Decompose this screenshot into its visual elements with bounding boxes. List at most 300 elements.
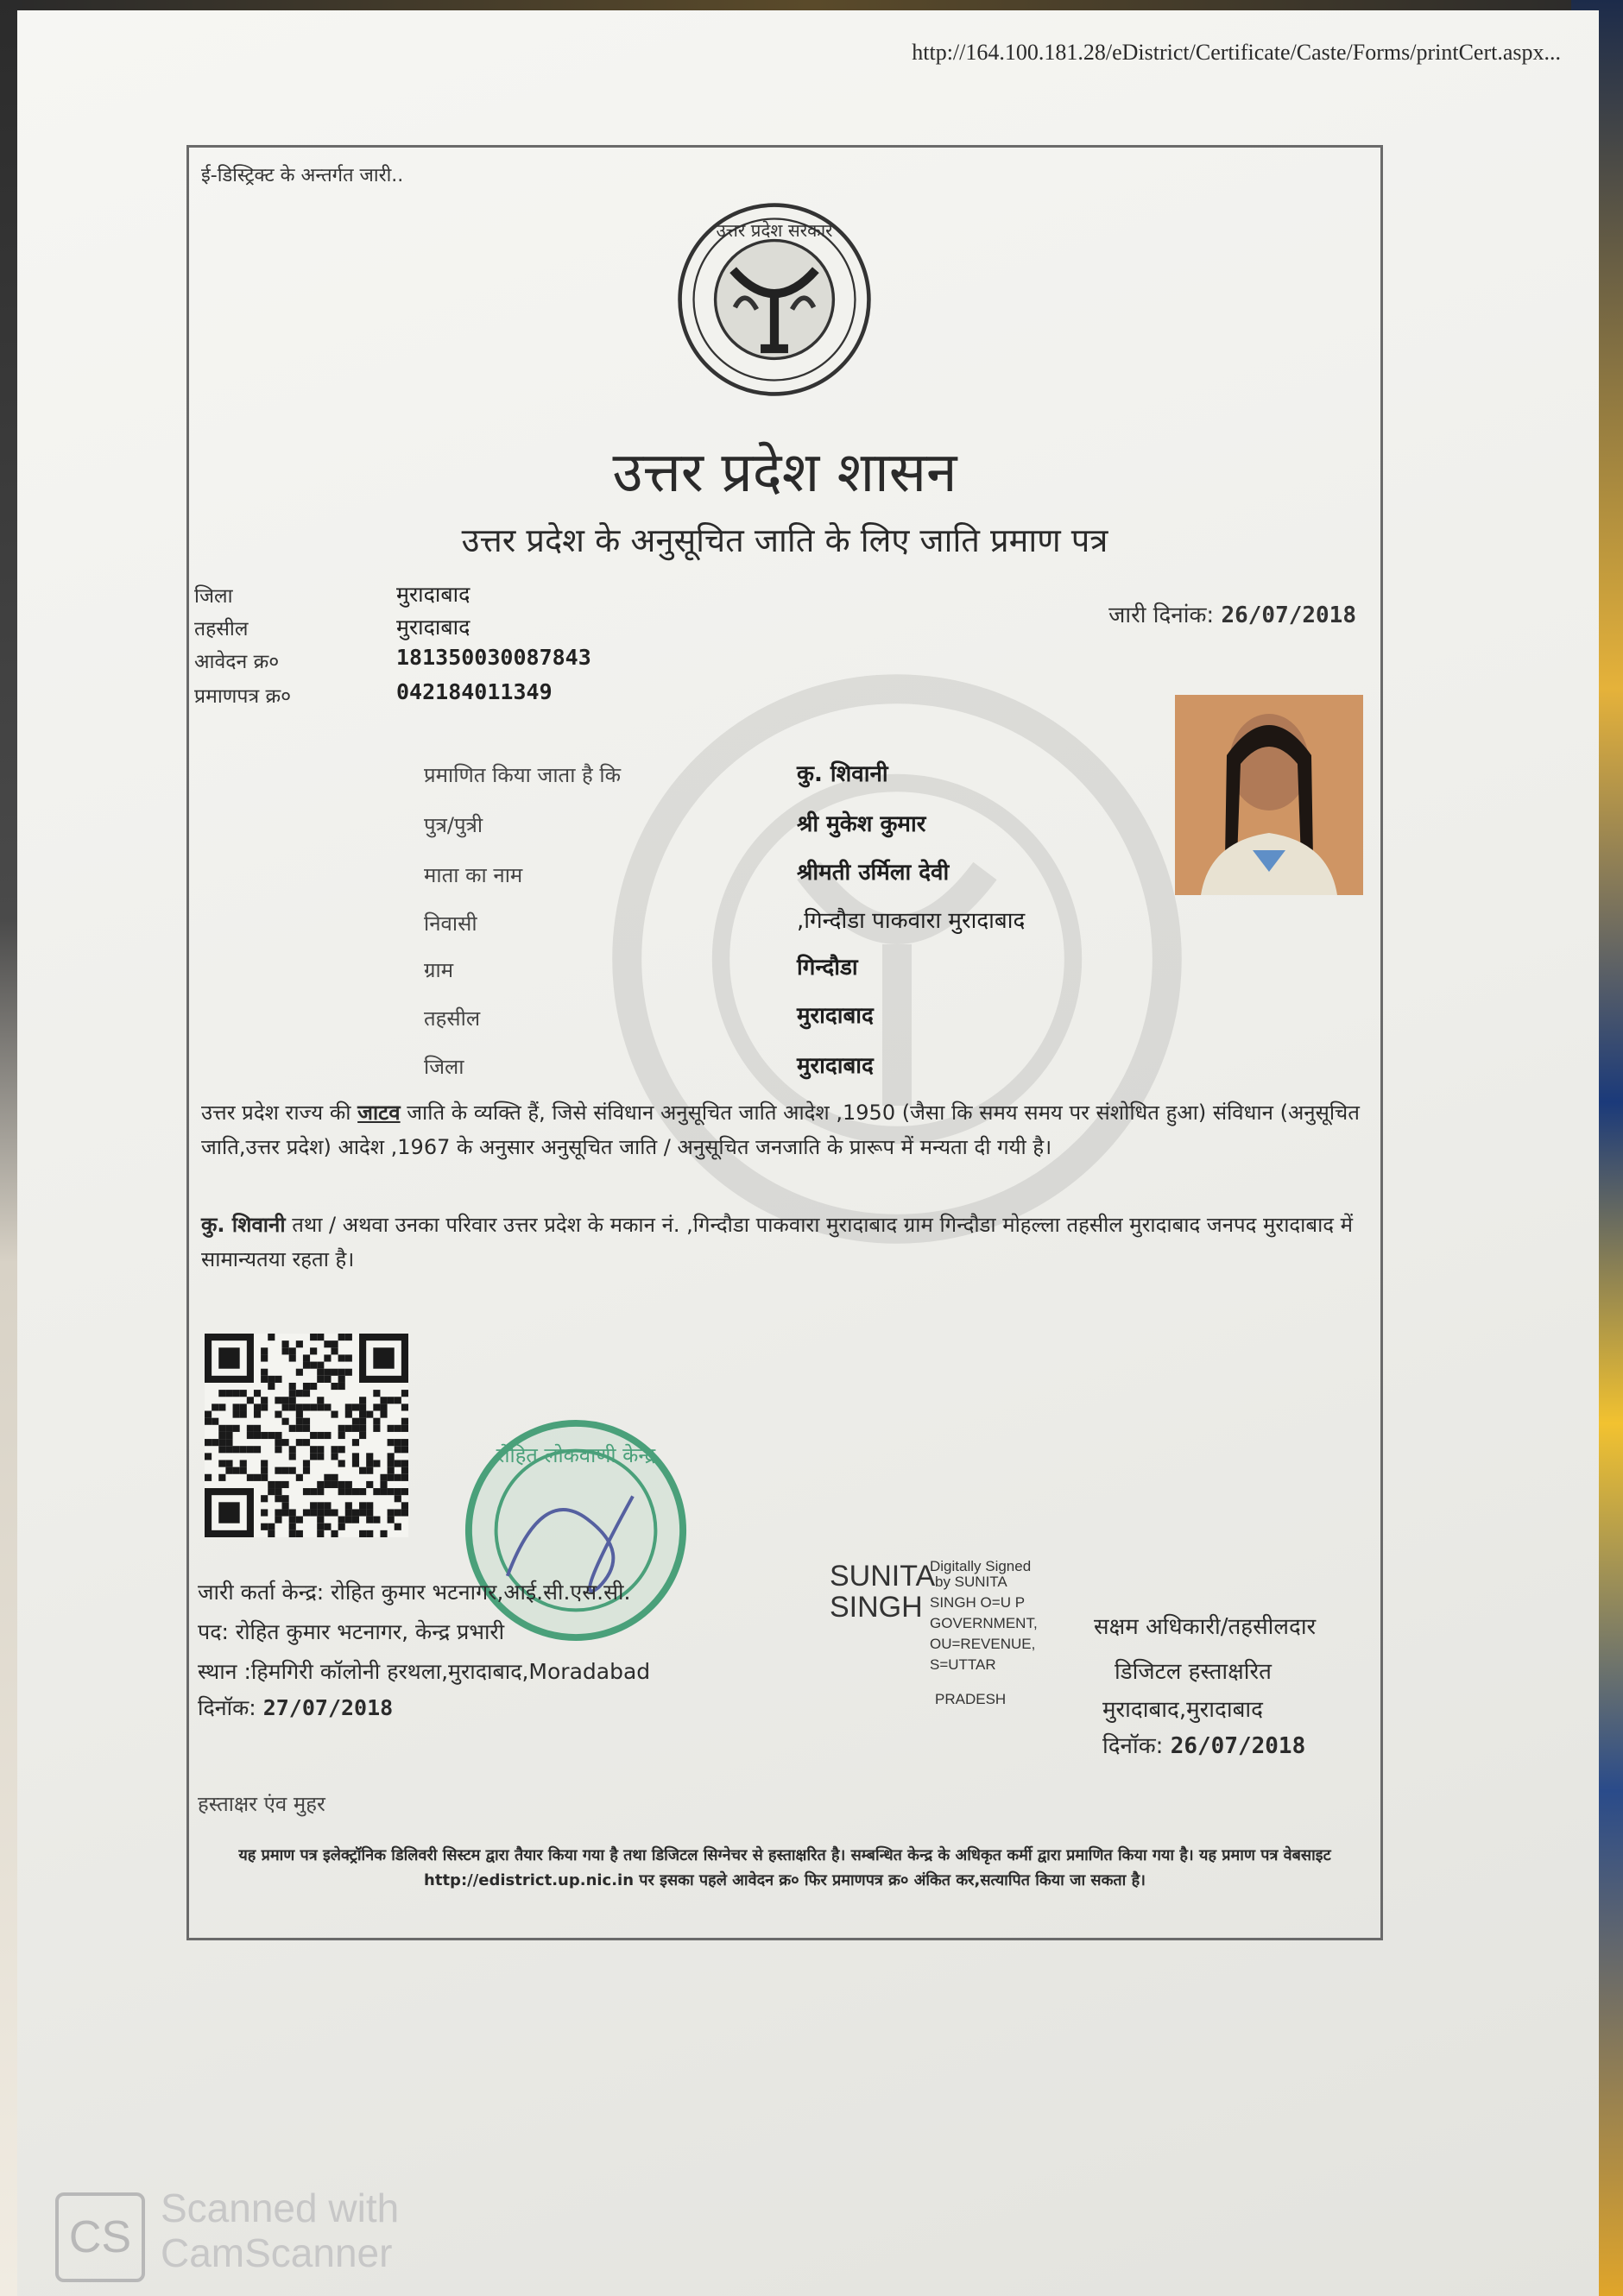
qr-module <box>366 1517 373 1523</box>
caste-name: जाटव <box>357 1101 401 1125</box>
qr-module <box>366 1481 373 1488</box>
qr-module <box>373 1403 380 1410</box>
qr-module <box>218 1460 225 1467</box>
qr-module <box>331 1340 338 1347</box>
qr-module <box>247 1446 254 1453</box>
qr-module <box>352 1460 359 1467</box>
qr-module <box>345 1425 352 1432</box>
qr-module <box>338 1432 345 1439</box>
qr-module <box>268 1334 275 1340</box>
qr-module <box>373 1425 380 1432</box>
qr-module <box>366 1411 373 1418</box>
caste-statement-prefix: उत्तर प्रदेश राज्य की <box>201 1101 351 1125</box>
certificate-sheet <box>17 10 1599 2296</box>
qr-module <box>310 1453 317 1460</box>
qr-module <box>395 1439 401 1446</box>
qr-module <box>317 1453 324 1460</box>
qr-module <box>338 1446 345 1453</box>
qr-module <box>275 1432 281 1439</box>
row-value-resident: ,गिन्दौडा पाकवारा मुरादाबाद <box>797 908 1026 934</box>
qr-module <box>352 1509 359 1516</box>
qr-module <box>282 1403 289 1410</box>
qr-module <box>317 1432 324 1439</box>
qr-module <box>282 1340 289 1347</box>
qr-module <box>331 1453 338 1460</box>
qr-module <box>366 1502 373 1509</box>
officer-title: सक्षम अधिकारी/तहसीलदार <box>1094 1614 1317 1640</box>
qr-module <box>296 1517 303 1523</box>
camscanner-logo-icon: CS <box>55 2192 145 2282</box>
qr-module <box>352 1439 359 1446</box>
qr-module <box>331 1509 338 1516</box>
qr-module <box>275 1411 281 1418</box>
qr-module <box>205 1418 212 1425</box>
qr-module <box>401 1460 408 1467</box>
qr-module <box>345 1334 352 1340</box>
meta-value-district: मुरादाबाद <box>396 582 470 607</box>
qr-module <box>366 1509 373 1516</box>
qr-module <box>395 1509 401 1516</box>
qr-module <box>247 1474 254 1481</box>
qr-module <box>401 1418 408 1425</box>
qr-module <box>310 1432 317 1439</box>
qr-module <box>282 1347 289 1354</box>
qr-module <box>338 1517 345 1523</box>
caste-statement <box>201 1095 1367 1164</box>
qr-module <box>233 1411 240 1418</box>
qr-module <box>338 1460 345 1467</box>
qr-module <box>395 1446 401 1453</box>
qr-module <box>395 1488 401 1495</box>
qr-module <box>261 1509 268 1516</box>
qr-module <box>303 1439 310 1446</box>
qr-module <box>275 1481 281 1488</box>
qr-module <box>303 1509 310 1516</box>
government-heading: उत्तर प्रदेश शासन <box>612 441 957 505</box>
qr-module <box>338 1488 345 1495</box>
stamp-text: रोहित लोकवाणी केन्द्र <box>496 1442 656 1467</box>
qr-module <box>275 1397 281 1403</box>
qr-module <box>352 1488 359 1495</box>
qr-module <box>268 1523 275 1530</box>
qr-module <box>359 1425 366 1432</box>
qr-module <box>225 1460 232 1467</box>
qr-module <box>324 1432 331 1439</box>
qr-module <box>359 1418 366 1425</box>
qr-module <box>261 1403 268 1410</box>
qr-module <box>310 1488 317 1495</box>
qr-module <box>331 1411 338 1418</box>
qr-module <box>373 1460 380 1467</box>
caste-statement-text: जाति के व्यक्ति हैं, जिसे संविधान अनुसूचित जाति आदेश ,1950 (जैसा कि समय समय पर संशोधित हुआ) संविधान (अनुसूचित जाति,उत्तर प्रदेश) आदेश ,1967 के अनुसार अनुसूचित जाति / अनुसूचित जनजाति के प्रारूप में मन्यता दी गयी है। <box>201 1101 1360 1159</box>
qr-module <box>317 1397 324 1403</box>
dsig-line-6: S=UTTAR <box>930 1656 996 1673</box>
qr-module <box>275 1439 281 1446</box>
qr-module <box>359 1397 366 1403</box>
qr-module <box>296 1411 303 1418</box>
qr-module <box>303 1390 310 1397</box>
qr-module <box>225 1467 232 1474</box>
camscanner-line2: CamScanner <box>161 2230 393 2275</box>
qr-module <box>317 1517 324 1523</box>
qr-module <box>359 1467 366 1474</box>
qr-module <box>380 1530 387 1537</box>
qr-module <box>218 1390 225 1397</box>
issuer-date-value: 27/07/2018 <box>262 1695 394 1720</box>
qr-module <box>254 1474 261 1481</box>
qr-module <box>401 1390 408 1397</box>
qr-module <box>296 1369 303 1376</box>
qr-module <box>324 1502 331 1509</box>
qr-module <box>317 1369 324 1376</box>
issued-under-label: ई-डिस्ट्रिक्ट के अन्तर्गत जारी.. <box>201 165 404 186</box>
qr-module <box>254 1446 261 1453</box>
officer-place: मुरादाबाद,मुरादाबाद <box>1102 1697 1263 1723</box>
qr-module <box>261 1369 268 1376</box>
qr-module <box>310 1502 317 1509</box>
qr-module <box>324 1369 331 1376</box>
qr-module <box>310 1334 317 1340</box>
qr-module <box>331 1446 338 1453</box>
qr-module <box>205 1453 212 1460</box>
qr-module <box>303 1467 310 1474</box>
qr-module <box>261 1432 268 1439</box>
qr-module <box>261 1474 268 1481</box>
meta-label-tehsil: तहसील <box>194 618 249 640</box>
qr-module <box>254 1432 261 1439</box>
qr-module <box>282 1439 289 1446</box>
qr-module <box>254 1411 261 1418</box>
qr-module <box>261 1347 268 1354</box>
qr-module <box>289 1383 296 1390</box>
qr-module <box>345 1509 352 1516</box>
row-value-village: गिन्दौडा <box>797 955 858 981</box>
qr-module <box>331 1530 338 1537</box>
qr-module <box>268 1530 275 1537</box>
row-value-name: कु. शिवानी <box>797 761 888 787</box>
camscanner-watermark <box>161 2186 399 2275</box>
qr-module <box>240 1403 247 1410</box>
qr-module <box>268 1481 275 1488</box>
qr-module <box>388 1517 395 1523</box>
qr-module <box>225 1432 232 1439</box>
qr-module <box>261 1397 268 1403</box>
qr-code <box>205 1334 408 1537</box>
qr-module <box>225 1439 232 1446</box>
issuer-centre: जारी कर्ता केन्द्र: रोहित कुमार भटनागर,आई.सी.एस.सी. <box>198 1580 631 1605</box>
qr-module <box>261 1467 268 1474</box>
row-value-district: मुरादाबाद <box>797 1053 874 1079</box>
qr-module <box>388 1397 395 1403</box>
qr-module <box>331 1369 338 1376</box>
qr-module <box>240 1446 247 1453</box>
qr-module <box>324 1474 331 1481</box>
qr-module <box>254 1403 261 1410</box>
row-label-tehsil: तहसील <box>424 1006 481 1031</box>
issuer-date <box>198 1693 393 1722</box>
qr-module <box>338 1354 345 1361</box>
qr-module <box>218 1432 225 1439</box>
qr-module <box>282 1481 289 1488</box>
qr-module <box>359 1530 366 1537</box>
qr-module <box>240 1460 247 1467</box>
qr-module <box>275 1488 281 1495</box>
qr-module <box>401 1446 408 1453</box>
qr-module <box>289 1523 296 1530</box>
qr-module <box>268 1383 275 1390</box>
dsig-line-2: by SUNITA <box>935 1574 1007 1590</box>
officer-date-label: दिनॉक: <box>1102 1733 1164 1759</box>
qr-module <box>388 1439 395 1446</box>
qr-module <box>268 1376 275 1383</box>
qr-module <box>247 1425 254 1432</box>
qr-module <box>324 1403 331 1410</box>
qr-module <box>366 1453 373 1460</box>
qr-module <box>345 1488 352 1495</box>
qr-module <box>225 1390 232 1397</box>
dsig-name-line1: SUNITA <box>830 1560 936 1593</box>
qr-module <box>345 1403 352 1410</box>
qr-module <box>366 1460 373 1467</box>
qr-module <box>317 1334 324 1340</box>
qr-module <box>338 1425 345 1432</box>
meta-value-application-no: 181350030087843 <box>396 645 591 670</box>
qr-module <box>218 1403 225 1410</box>
qr-module <box>373 1517 380 1523</box>
qr-module <box>282 1502 289 1509</box>
qr-module <box>338 1383 345 1390</box>
person-photo-icon <box>1175 695 1363 895</box>
qr-module <box>296 1425 303 1432</box>
qr-module <box>380 1488 387 1495</box>
qr-module <box>331 1383 338 1390</box>
qr-module <box>395 1495 401 1502</box>
qr-module <box>282 1509 289 1516</box>
qr-module <box>310 1446 317 1453</box>
meta-label-certificate-no: प्रमाणपत्र क्र० <box>194 685 292 708</box>
qr-module <box>282 1418 289 1425</box>
residence-statement-text: तथा / अथवा उनका परिवार उत्तर प्रदेश के मकान नं. ,गिन्दौडा पाकवारा मुरादाबाद ग्राम गिन्दौडा मोहल्ला तहसील मुरादाबाद जनपद मुरादाबाद में सामान्यतया रहता है। <box>201 1213 1354 1271</box>
qr-module <box>282 1495 289 1502</box>
qr-module <box>261 1354 268 1361</box>
certificate-frame <box>186 145 1383 1940</box>
certificate-title: उत्तर प्रदेश के अनुसूचित जाति के लिए जाति प्रमाण पत्र <box>461 521 1108 559</box>
qr-module <box>240 1467 247 1474</box>
qr-module <box>275 1446 281 1453</box>
qr-module <box>282 1467 289 1474</box>
dsig-line-5: OU=REVENUE, <box>930 1636 1036 1652</box>
qr-module <box>373 1488 380 1495</box>
qr-module <box>254 1390 261 1397</box>
qr-module <box>366 1467 373 1474</box>
qr-module <box>317 1523 324 1530</box>
qr-module <box>380 1474 387 1481</box>
qr-module <box>359 1403 366 1410</box>
qr-module <box>247 1397 254 1403</box>
qr-module <box>303 1354 310 1361</box>
qr-module <box>338 1376 345 1383</box>
qr-module <box>345 1502 352 1509</box>
row-value-father: श्री मुकेश कुमार <box>797 811 926 837</box>
qr-module <box>289 1467 296 1474</box>
row-value-mother: श्रीमती उर्मिला देवी <box>797 860 950 886</box>
residence-statement <box>201 1208 1367 1277</box>
issuer-post: पद: रोहित कुमार भटनागर, केन्द्र प्रभारी <box>198 1619 505 1644</box>
verification-footer: यह प्रमाण पत्र इलेक्ट्रॉनिक डिलिवरी सिस्टम द्वारा तैयार किया गया है तथा डिजिटल सिग्नेचर से हस्ताक्षरित है। सम्बन्धित केन्द्र के अधिकृत कर्मी द्वारा प्रमाणित किया गया है। यह प्रमाण पत्र वेबसाइट http://edistrict.up.nic.in पर इसका पहले आवेदन क्र० फिर प्रमाणपत्र क्र० अंकित कर,सत्यापित किया जा सकता है। <box>238 1846 1331 1889</box>
qr-module <box>388 1425 395 1432</box>
qr-module <box>289 1347 296 1354</box>
qr-module <box>296 1530 303 1537</box>
qr-module <box>324 1509 331 1516</box>
qr-module <box>275 1495 281 1502</box>
qr-module <box>317 1530 324 1537</box>
qr-module <box>324 1523 331 1530</box>
qr-module <box>345 1369 352 1376</box>
camscanner-line1: Scanned with <box>161 2186 400 2230</box>
qr-module <box>345 1411 352 1418</box>
watermark-emblem-icon <box>603 665 1190 1252</box>
qr-module <box>359 1502 366 1509</box>
qr-module <box>317 1446 324 1453</box>
qr-module <box>359 1432 366 1439</box>
qr-module <box>401 1502 408 1509</box>
qr-module <box>275 1509 281 1516</box>
qr-module <box>388 1509 395 1516</box>
qr-module <box>317 1376 324 1383</box>
qr-module <box>289 1390 296 1397</box>
qr-module <box>261 1495 268 1502</box>
qr-module <box>254 1425 261 1432</box>
qr-module <box>317 1502 324 1509</box>
qr-module <box>289 1403 296 1410</box>
qr-module <box>275 1376 281 1383</box>
qr-module <box>388 1474 395 1481</box>
qr-module <box>401 1474 408 1481</box>
officer-date-value: 26/07/2018 <box>1170 1733 1306 1759</box>
qr-module <box>352 1403 359 1410</box>
qr-module <box>268 1488 275 1495</box>
qr-module <box>338 1334 345 1340</box>
issuer-date-label: दिनॉक: <box>198 1695 256 1720</box>
qr-module <box>324 1354 331 1361</box>
qr-module <box>233 1446 240 1453</box>
qr-module <box>331 1474 338 1481</box>
qr-module <box>303 1460 310 1467</box>
qr-module <box>359 1509 366 1516</box>
qr-module <box>395 1474 401 1481</box>
row-label-village: ग्राम <box>424 958 454 982</box>
row-label-resident: निवासी <box>424 911 477 936</box>
row-label-mother: माता का नाम <box>424 863 523 887</box>
qr-module <box>303 1362 310 1369</box>
residence-statement-name: कु. शिवानी <box>201 1213 286 1237</box>
qr-module <box>317 1481 324 1488</box>
qr-module <box>275 1517 281 1523</box>
qr-module <box>366 1530 373 1537</box>
qr-module <box>401 1467 408 1474</box>
qr-module <box>401 1488 408 1495</box>
qr-module <box>345 1481 352 1488</box>
qr-module <box>303 1425 310 1432</box>
qr-module <box>240 1390 247 1397</box>
qr-module <box>303 1488 310 1495</box>
qr-module <box>401 1403 408 1410</box>
qr-module <box>338 1481 345 1488</box>
qr-module <box>310 1362 317 1369</box>
dsig-line-3: SINGH O=U P <box>930 1594 1026 1611</box>
qr-module <box>317 1488 324 1495</box>
qr-module <box>310 1509 317 1516</box>
qr-module <box>233 1390 240 1397</box>
qr-module <box>395 1460 401 1467</box>
dsig-line-1: Digitally Signed <box>930 1558 1032 1574</box>
state-emblem-icon <box>676 201 873 398</box>
qr-module <box>289 1425 296 1432</box>
qr-module <box>296 1390 303 1397</box>
qr-module <box>261 1376 268 1383</box>
qr-module <box>296 1403 303 1410</box>
qr-module <box>205 1439 212 1446</box>
qr-module <box>240 1411 247 1418</box>
meta-label-application-no: आवेदन क्र० <box>194 651 280 673</box>
qr-module <box>352 1453 359 1460</box>
dsig-name-line2: SINGH <box>830 1591 923 1624</box>
qr-module <box>345 1354 352 1361</box>
qr-module <box>388 1467 395 1474</box>
qr-module <box>289 1397 296 1403</box>
qr-module <box>373 1418 380 1425</box>
qr-module <box>388 1460 395 1467</box>
qr-module <box>401 1439 408 1446</box>
qr-module <box>205 1411 212 1418</box>
qr-module <box>352 1418 359 1425</box>
qr-module <box>324 1376 331 1383</box>
qr-module <box>212 1403 218 1410</box>
issue-date <box>1108 598 1356 629</box>
qr-module <box>352 1425 359 1432</box>
qr-module <box>296 1340 303 1347</box>
qr-module <box>345 1517 352 1523</box>
qr-module <box>225 1425 232 1432</box>
qr-module <box>296 1474 303 1481</box>
qr-module <box>380 1397 387 1403</box>
qr-module <box>282 1397 289 1403</box>
qr-module <box>225 1446 232 1453</box>
officer-date <box>1102 1729 1305 1760</box>
qr-module <box>380 1403 387 1410</box>
qr-module <box>373 1390 380 1397</box>
qr-module <box>218 1439 225 1446</box>
row-value-tehsil: मुरादाबाद <box>797 1003 874 1029</box>
qr-module <box>359 1488 366 1495</box>
qr-module <box>212 1439 218 1446</box>
qr-module <box>395 1523 401 1530</box>
qr-module <box>388 1453 395 1460</box>
qr-module <box>401 1509 408 1516</box>
qr-module <box>338 1369 345 1376</box>
qr-module <box>303 1403 310 1410</box>
qr-module <box>303 1418 310 1425</box>
qr-module <box>261 1460 268 1467</box>
issuer-place: स्थान :हिमगिरी कॉलोनी हरथला,मुरादाबाद,Moradabad <box>198 1659 651 1684</box>
print-url: http://164.100.181.28/eDistrict/Certificate/Caste/Forms/printCert.aspx... <box>912 40 1561 65</box>
qr-module <box>310 1403 317 1410</box>
qr-module <box>317 1362 324 1369</box>
qr-module <box>317 1509 324 1516</box>
qr-module <box>289 1517 296 1523</box>
qr-module <box>296 1439 303 1446</box>
qr-module <box>395 1397 401 1403</box>
